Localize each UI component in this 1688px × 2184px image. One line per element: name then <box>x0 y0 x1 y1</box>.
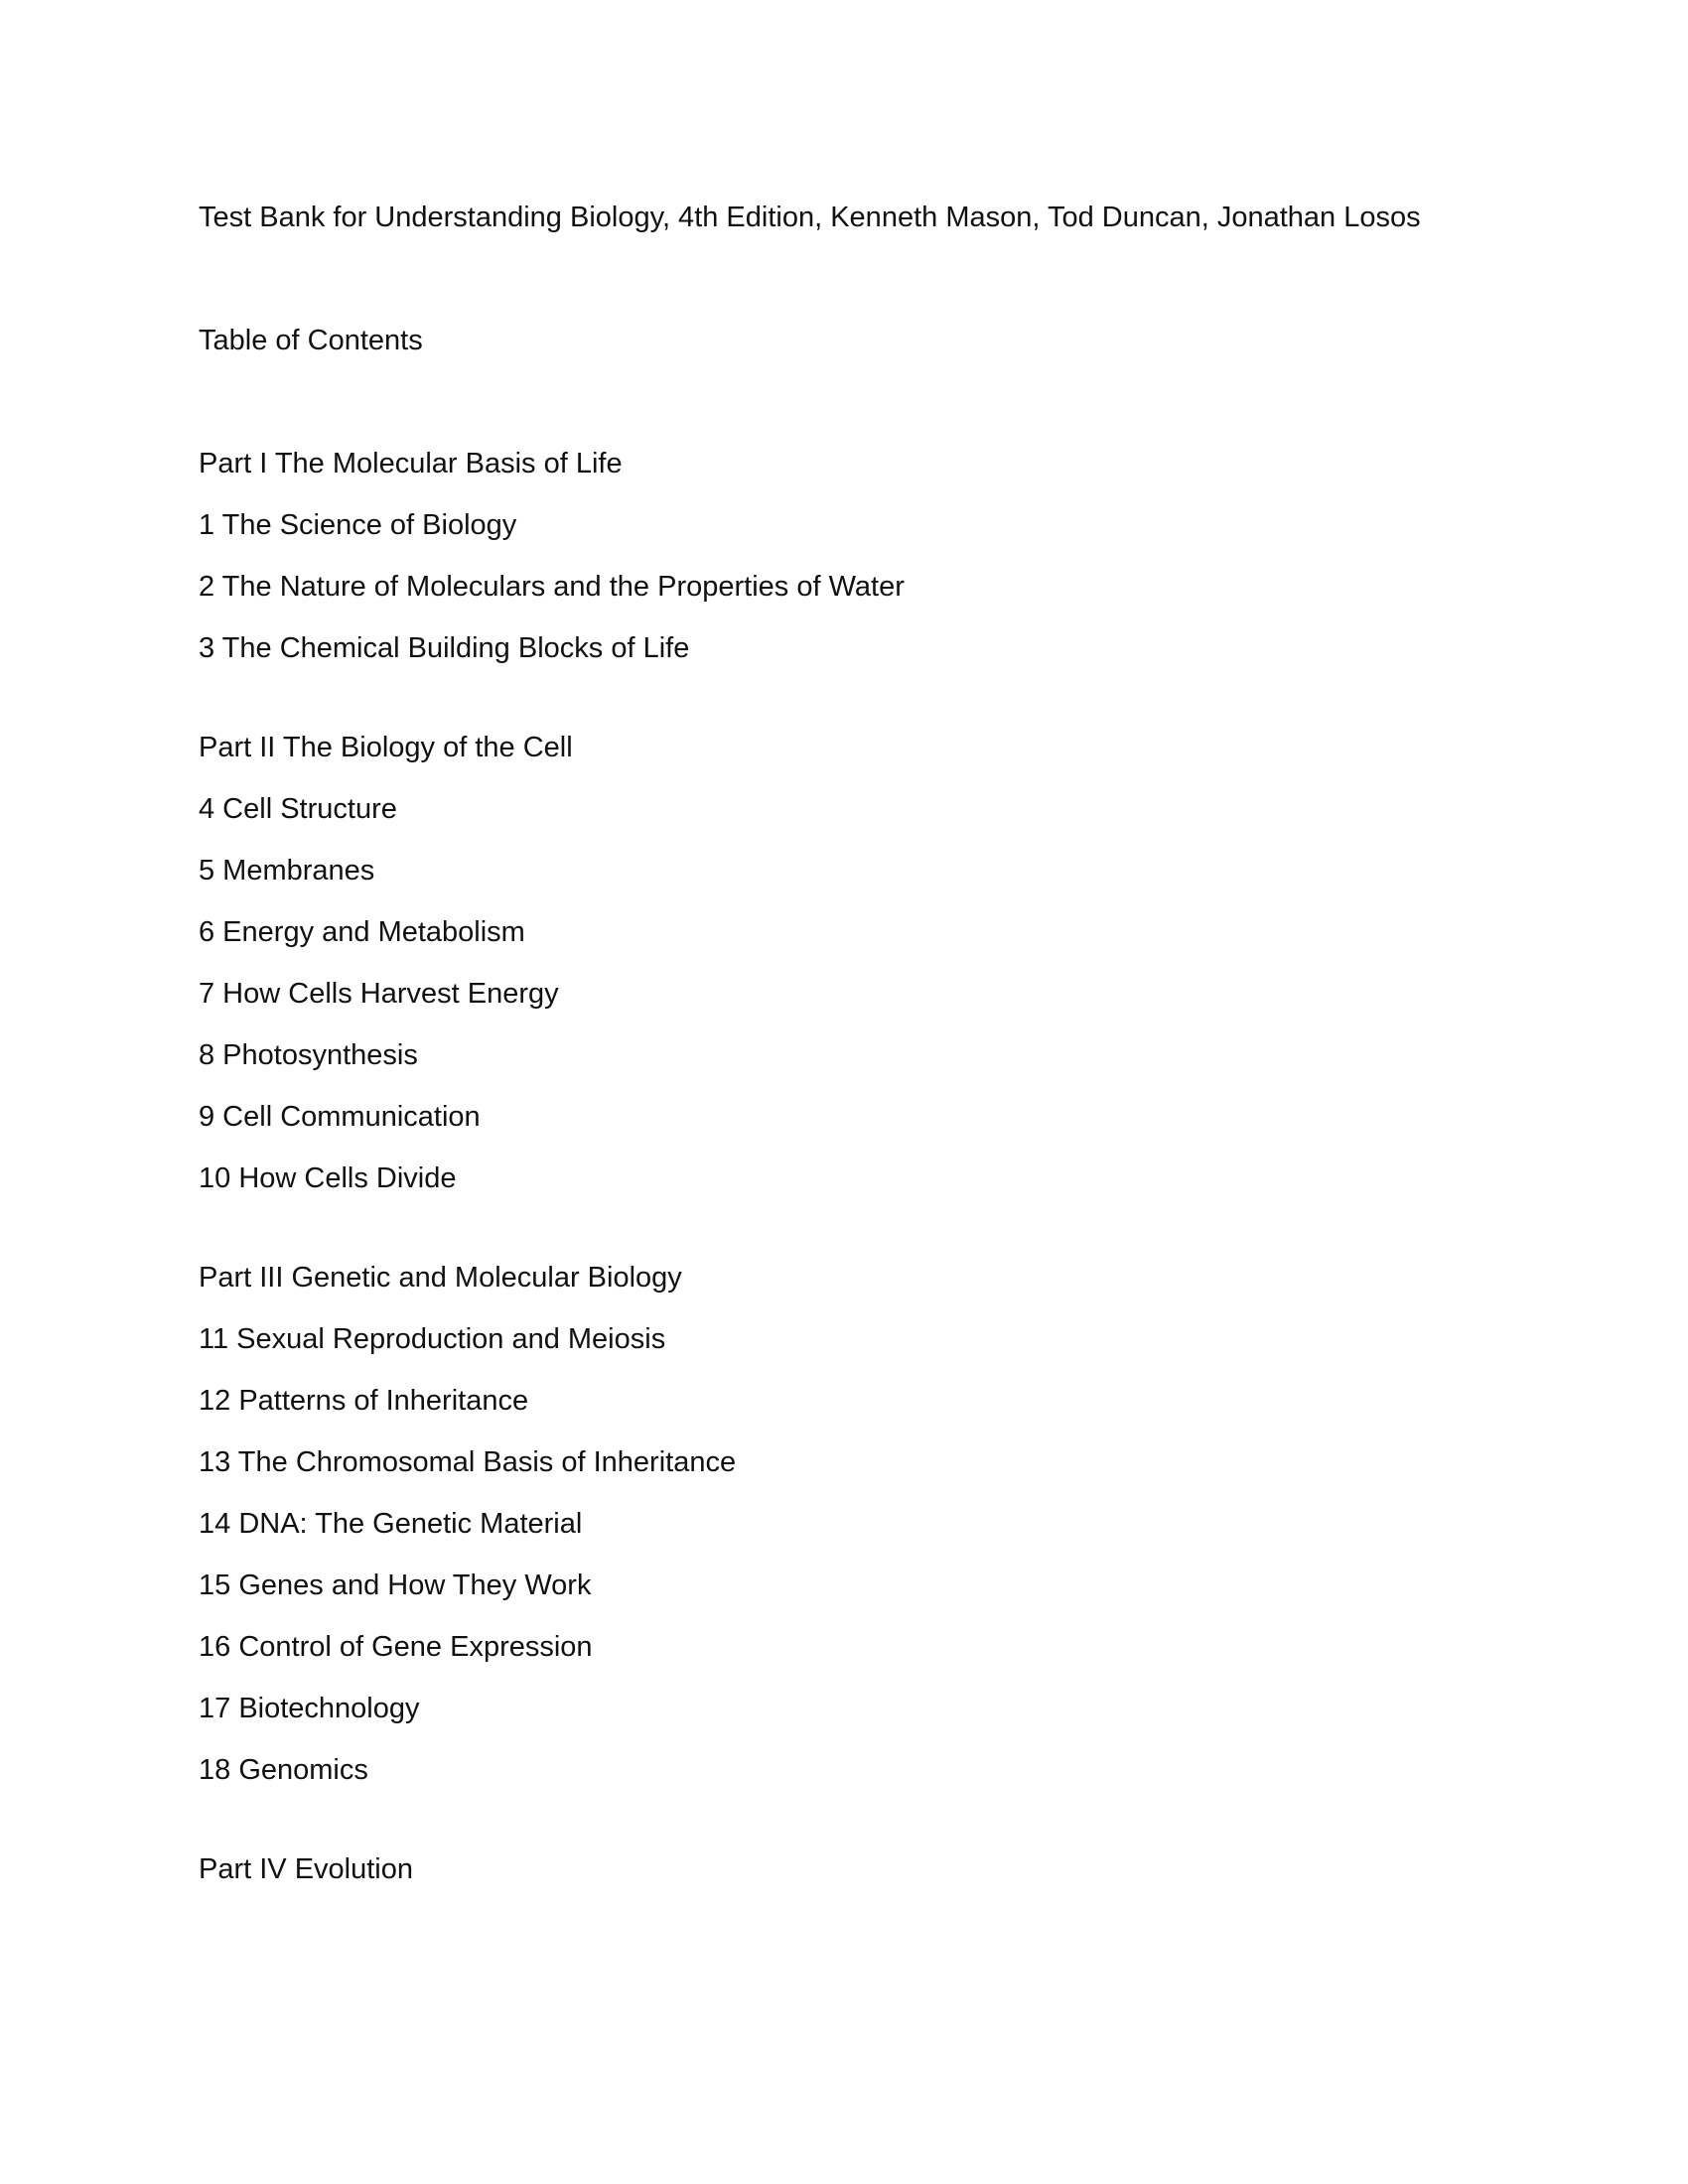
part-title: Part II The Biology of the Cell <box>199 732 573 763</box>
chapter-entry: 9 Cell Communication <box>199 1101 481 1133</box>
document-title: Test Bank for Understanding Biology, 4th Edition, Kenneth Mason, Tod Duncan, Jonathan Losos <box>199 202 1421 233</box>
chapter-entry: 18 Genomics <box>199 1754 368 1786</box>
chapter-entry: 12 Patterns of Inheritance <box>199 1385 529 1417</box>
chapter-entry: 16 Control of Gene Expression <box>199 1631 593 1663</box>
part-title: Part III Genetic and Molecular Biology <box>199 1262 682 1294</box>
toc-part <box>199 1259 1529 1789</box>
page-content <box>199 199 1529 1888</box>
chapter-entry: 14 DNA: The Genetic Material <box>199 1508 583 1540</box>
chapter-list <box>199 790 1529 1197</box>
chapter-entry: 15 Genes and How They Work <box>199 1570 592 1601</box>
chapter-entry: 7 How Cells Harvest Energy <box>199 978 559 1010</box>
chapter-entry: 6 Energy and Metabolism <box>199 916 525 948</box>
table-of-contents <box>199 445 1529 1888</box>
part-title: Part I The Molecular Basis of Life <box>199 448 623 479</box>
part-title: Part IV Evolution <box>199 1853 413 1885</box>
toc-part <box>199 1850 1529 1888</box>
chapter-list <box>199 1320 1529 1789</box>
chapter-entry: 17 Biotechnology <box>199 1693 420 1724</box>
toc-heading: Table of Contents <box>199 325 423 356</box>
chapter-entry: 5 Membranes <box>199 855 375 887</box>
chapter-entry: 1 The Science of Biology <box>199 509 517 541</box>
chapter-entry: 11 Sexual Reproduction and Meiosis <box>199 1323 666 1355</box>
toc-part <box>199 445 1529 667</box>
chapter-entry: 13 The Chromosomal Basis of Inheritance <box>199 1446 737 1478</box>
toc-part <box>199 729 1529 1197</box>
chapter-entry: 10 How Cells Divide <box>199 1162 457 1194</box>
chapter-entry: 4 Cell Structure <box>199 793 397 825</box>
chapter-entry: 3 The Chemical Building Blocks of Life <box>199 632 690 664</box>
chapter-entry: 8 Photosynthesis <box>199 1039 418 1071</box>
chapter-entry: 2 The Nature of Moleculars and the Properties of Water <box>199 571 905 603</box>
chapter-list <box>199 506 1529 667</box>
